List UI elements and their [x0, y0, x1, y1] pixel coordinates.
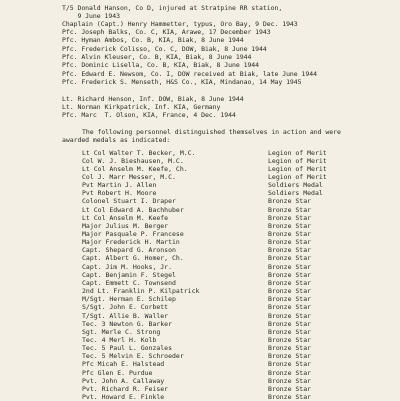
- award-recipient: Lt Col Edward A. Bachhuber: [82, 205, 184, 214]
- casualty-line: Pfc. Edward E. Newsom, Co. I, DOW received at Biak, late June 1944: [62, 70, 317, 78]
- award-recipient: Tec. 5 Paul L. Gonzales: [82, 344, 173, 353]
- award-recipient: 2nd Lt. Franklin P. Kilpatrick: [82, 287, 200, 296]
- award-medal: Bronze Star: [268, 335, 312, 344]
- casualty-line: Lt. Richard Henson, Inf. DOW, Biak, 8 June 1944: [62, 95, 244, 103]
- intro-line: awarded medals as indicated:: [62, 136, 171, 144]
- award-medal: Bronze Star: [268, 262, 312, 271]
- award-recipient: Major Frederick H. Martin: [82, 238, 180, 247]
- award-recipient: M/Sgt. Herman E. Schilep: [82, 295, 176, 304]
- award-recipient: Tec. 5 Melvin E. Schroeder: [82, 352, 184, 361]
- award-recipient: Capt. Jim M. Hooks, Jr.: [82, 262, 173, 271]
- award-medal: Bronze Star: [268, 393, 312, 401]
- award-recipient: Colonel Stuart I. Draper: [82, 197, 176, 206]
- award-recipient: Capt. Albert G. Homer, Ch.: [82, 254, 184, 263]
- award-recipient: Lt Col Anselm M. Keefe: [82, 213, 169, 222]
- award-recipient: Lt Col Walter T. Becker, M.C.: [82, 148, 196, 157]
- casualty-line: 9 June 1943: [62, 12, 120, 20]
- award-recipient: Pfc Glen E. Purdue: [82, 368, 153, 377]
- casualty-line: Pfc. Frederick S. Menseth, H&S Co., KIA, Mindanao, 14 May 1945: [62, 78, 302, 86]
- award-recipient: Major Pasquale P. Francese: [82, 230, 184, 238]
- award-recipient: Pvt. John A. Callaway: [82, 376, 165, 385]
- award-medal: Bronze Star: [268, 352, 312, 361]
- award-recipient: Col J. Marr Messer, M.C.: [82, 172, 176, 181]
- award-medal: Bronze Star: [268, 254, 312, 263]
- award-recipient: Major Julius M. Berger: [82, 221, 169, 230]
- award-recipient: T/Sgt. Allie B. Waller: [82, 311, 169, 320]
- award-medal: Bronze Star: [268, 368, 312, 377]
- award-medal: Bronze Star: [268, 287, 312, 296]
- award-recipient: Pvt. Richard R. Feiser: [82, 384, 169, 393]
- award-medal: Bronze Star: [268, 205, 312, 214]
- award-medal: Bronze Star: [268, 213, 312, 222]
- award-recipient: S/Sgt. John E. Corbett: [82, 303, 169, 312]
- award-medal: Bronze Star: [268, 278, 312, 287]
- award-medal: Bronze Star: [268, 360, 312, 369]
- award-medal: Bronze Star: [268, 311, 312, 320]
- award-medal: Legion of Merit: [268, 172, 327, 181]
- award-medal: Bronze Star: [268, 270, 312, 279]
- award-recipient: Capt. Shepard G. Aronson: [82, 246, 176, 255]
- award-medal: Bronze Star: [268, 344, 312, 353]
- award-recipient: Sgt. Merle C. Strong: [82, 327, 161, 336]
- award-medal: Bronze Star: [268, 221, 312, 230]
- casualty-line: Chaplain (Capt.) Henry Hammetter, typus, Oro Bay, 9 Dec. 1943: [62, 20, 298, 28]
- award-medal: Soldiers Medal: [268, 189, 323, 198]
- award-recipient: Tec. 3 Newton G. Barker: [82, 319, 173, 328]
- award-medal: Bronze Star: [268, 197, 312, 206]
- casualty-line: Pfc. Alvin Kleuser, Co. B, KIA, Biak, 8 June 1944: [62, 53, 252, 61]
- award-medal: Bronze Star: [268, 295, 312, 304]
- award-recipient: Capt. Benjamin F. Stegel: [82, 270, 176, 279]
- award-recipient: Lt Col Anselm M. Keefe, Ch.: [82, 164, 188, 173]
- casualty-line: Pfc. Marc T. Olson, KIA, France, 4 Dec. 1944: [62, 111, 236, 119]
- award-medal: Soldiers Medal: [268, 181, 323, 190]
- casualty-line: T/5 Donald Hanson, Co D, injured at Stratpine RR station,: [62, 4, 283, 12]
- award-medal: Bronze Star: [268, 319, 312, 328]
- award-recipient: Pvt Martin J. Allen: [82, 181, 157, 190]
- award-medal: Legion of Merit: [268, 148, 327, 157]
- award-medal: Bronze Star: [268, 327, 312, 336]
- award-medal: Bronze Star: [268, 238, 312, 247]
- award-recipient: Pfc Micah E. Halstead: [82, 360, 165, 369]
- casualty-line: Pfc. Dominic Lisella, Co. B, KIA, Biak, 8 June 1944: [62, 61, 260, 69]
- casualty-line: Pfc. Hyman Ambos, Co. B, KIA, Biak, 8 June 1944: [62, 36, 244, 44]
- intro-line: The following personnel distinguished themselves in action and were: [82, 128, 341, 136]
- casualty-line: Lt. Norman Kirkpatrick, Inf. KIA, Germany: [62, 103, 221, 111]
- award-medal: Legion of Merit: [268, 164, 327, 173]
- award-medal: Bronze Star: [268, 384, 312, 393]
- award-medal: Bronze Star: [268, 376, 312, 385]
- casualty-line: Pfc. Frederick Colisso, Co. C, DOW, Biak, 8 June 1944: [62, 45, 267, 53]
- award-recipient: Capt. Emmett C. Townsend: [82, 278, 176, 287]
- award-recipient: Pvt. Howard E. Finkle: [82, 393, 165, 401]
- award-medal: Bronze Star: [268, 246, 312, 255]
- award-medal: Bronze Star: [268, 303, 312, 312]
- casualty-line: Pfc. Joseph Balks, Co. C, KIA, Arawe, 17 December 1943: [62, 28, 271, 36]
- award-medal: Legion of Merit: [268, 156, 327, 165]
- award-medal: Bronze Star: [268, 230, 312, 238]
- award-recipient: Tec. 4 Merl H. Kolb: [82, 335, 157, 344]
- award-recipient: Pvt Robert H. Moore: [82, 189, 157, 198]
- award-recipient: Col W. J. Bieshausen, M.C.: [82, 156, 184, 165]
